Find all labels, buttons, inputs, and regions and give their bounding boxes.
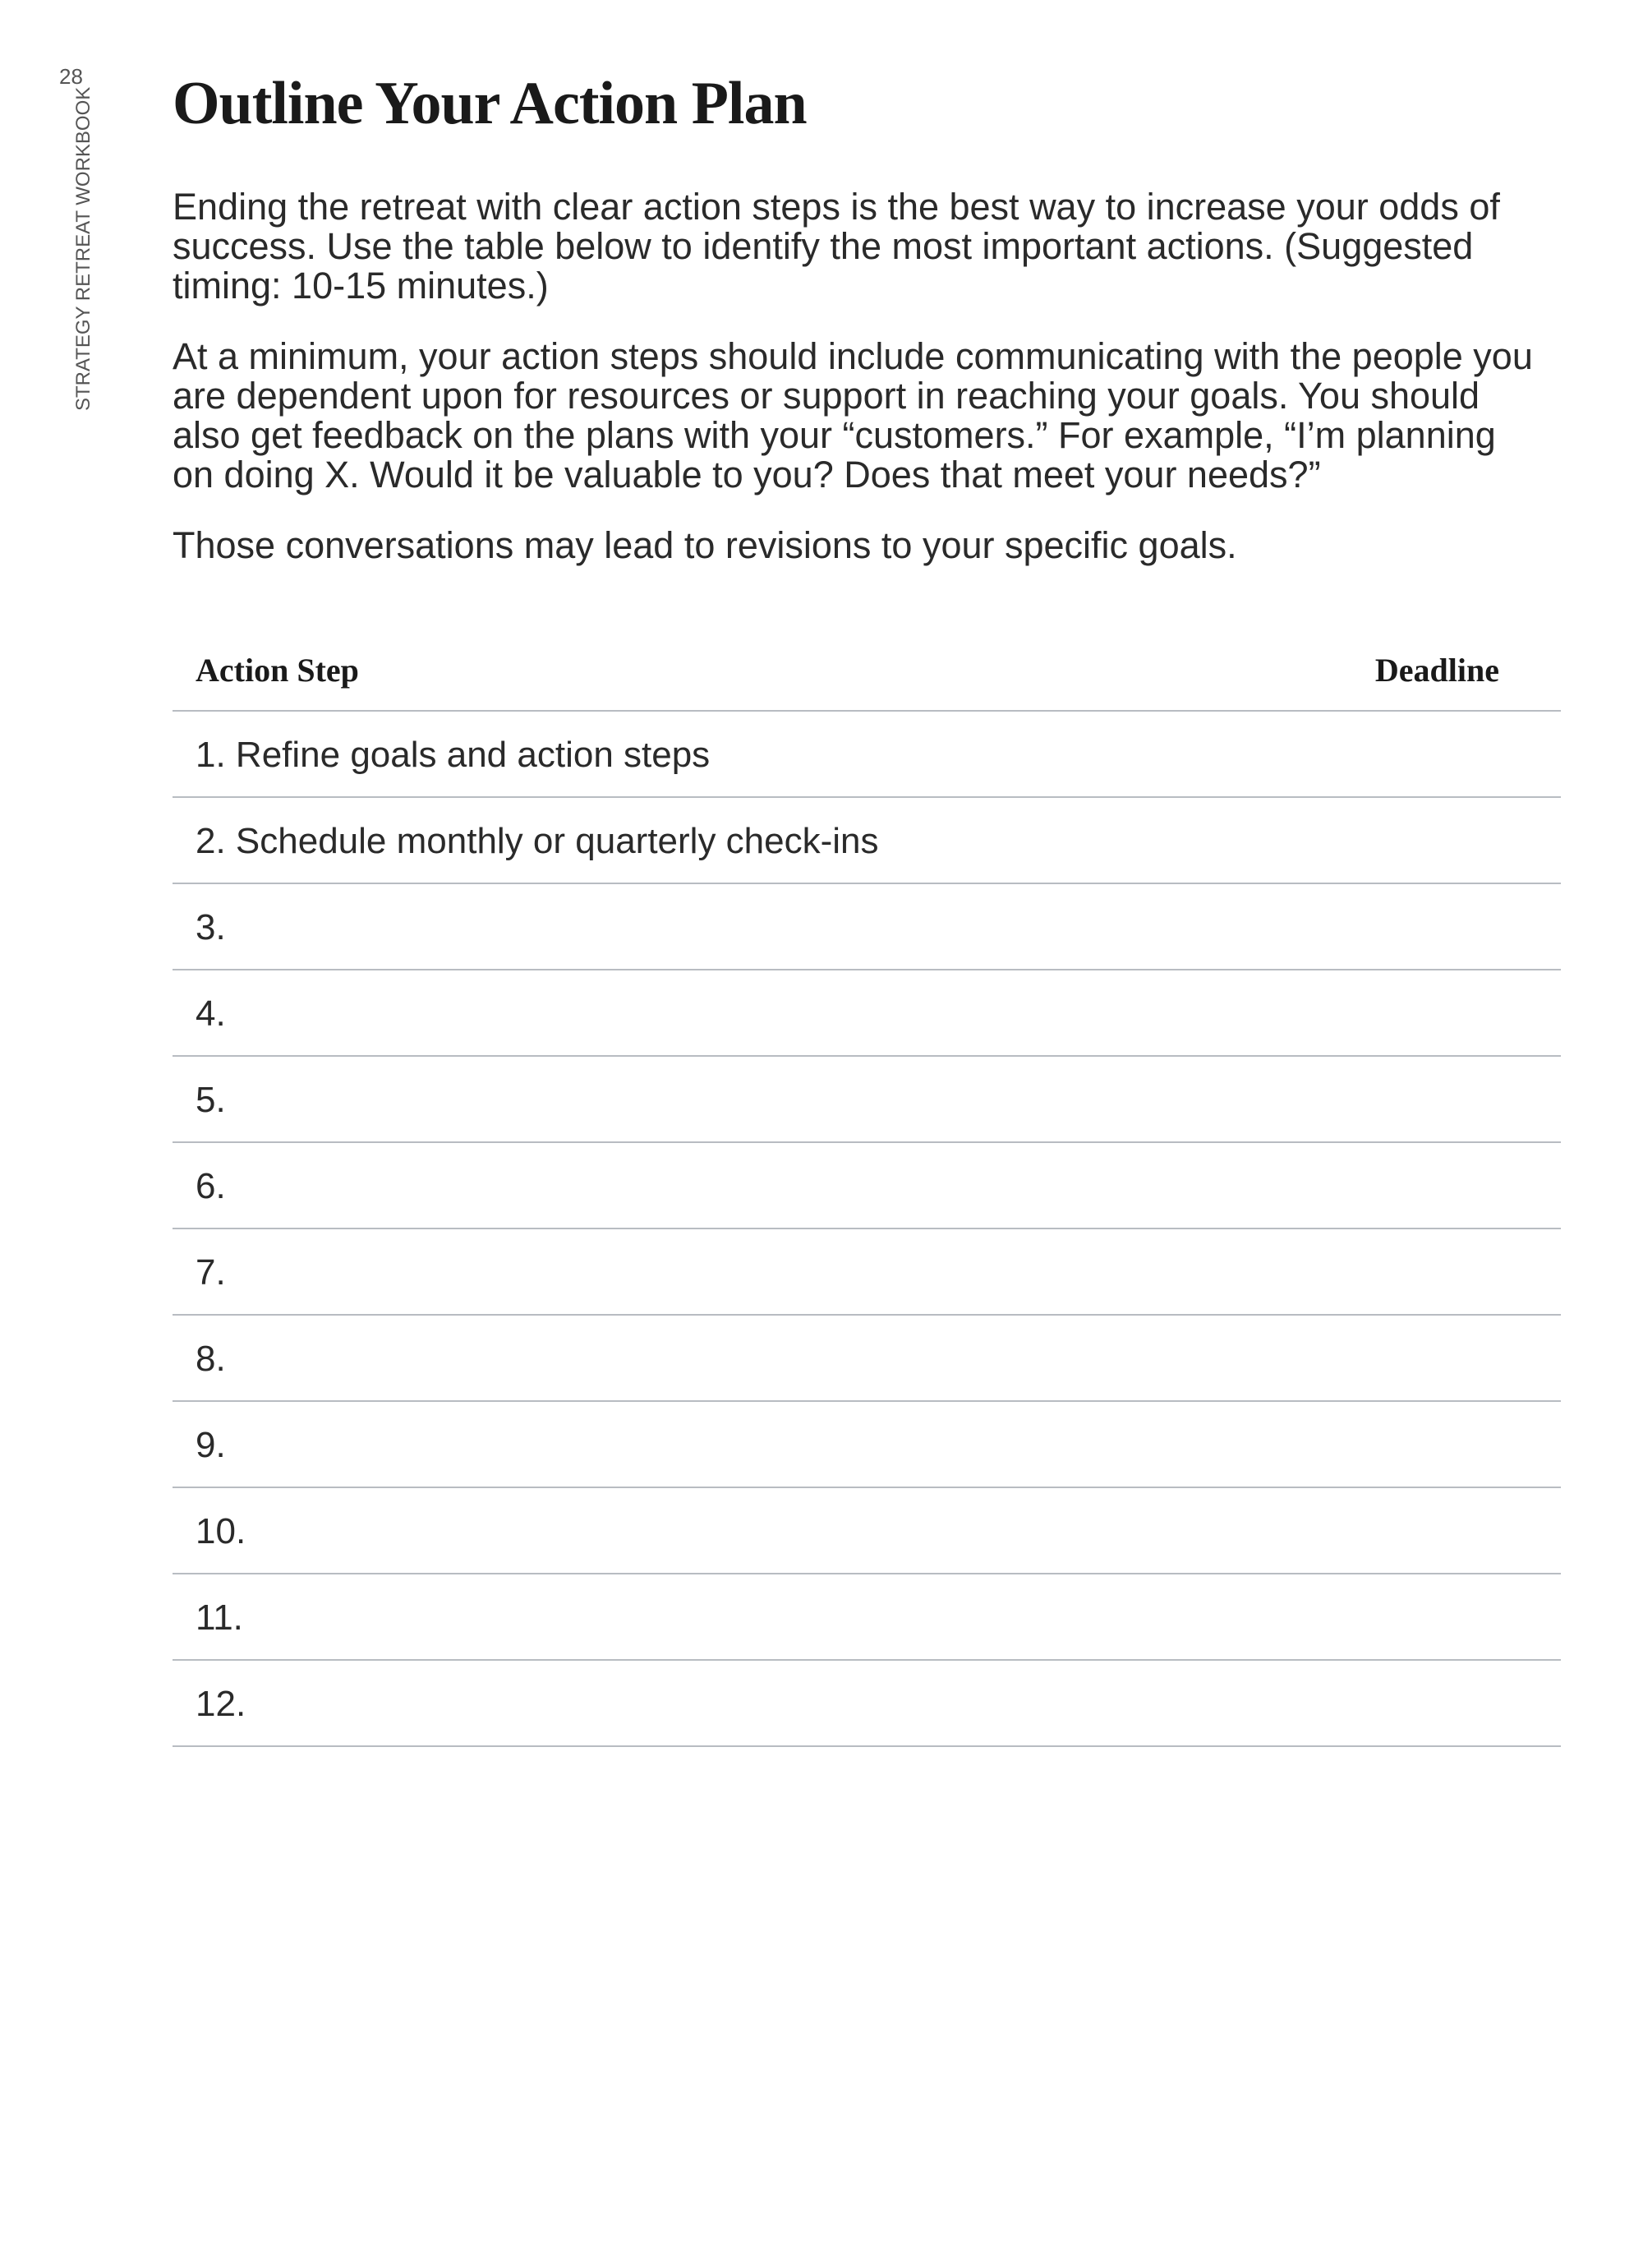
table-row <box>173 884 1561 970</box>
action-plan-table <box>173 633 1561 1747</box>
intro-paragraph: Those conversations may lead to revisions to your specific goals. <box>173 524 1237 566</box>
action-step-cell: 3. <box>196 907 226 947</box>
intro-text <box>173 187 1536 597</box>
table-row <box>173 1402 1561 1488</box>
page-number: 28 <box>59 64 83 89</box>
table-header <box>173 633 1561 712</box>
action-step-cell: 6. <box>196 1166 226 1206</box>
table-row <box>173 970 1561 1057</box>
intro-paragraph: At a minimum, your action steps should include communicating with the people you are dependent upon for resources or support in reaching your goals. You should also get feedback on the plans with your “customers.” For example, “I’m planning on doing X. Would it be valuable to you? Does that meet your needs?” <box>173 335 1533 496</box>
action-step-cell: 2. Schedule monthly or quarterly check-ins <box>196 821 879 861</box>
table-row <box>173 1057 1561 1143</box>
action-step-cell: 5. <box>196 1080 226 1120</box>
table-row <box>173 1661 1561 1747</box>
table-row <box>173 1574 1561 1661</box>
action-step-cell: 1. Refine goals and action steps <box>196 735 711 775</box>
page-title: Outline Your Action Plan <box>173 70 807 137</box>
table-row <box>173 1229 1561 1316</box>
action-step-cell: 11. <box>196 1597 243 1638</box>
action-step-cell: 10. <box>196 1511 246 1551</box>
intro-paragraph: Ending the retreat with clear action steps is the best way to increase your odds of success. Use the table below to identify the most important actions. (Suggested timing: 10-15 minutes.) <box>173 186 1500 307</box>
running-header: STRATEGY RETREAT WORKBOOK <box>72 86 94 411</box>
table-row <box>173 712 1561 798</box>
action-step-cell: 8. <box>196 1339 226 1379</box>
column-header-deadline: Deadline <box>1374 652 1499 689</box>
column-header-action-step: Action Step <box>196 652 359 689</box>
action-step-cell: 12. <box>196 1684 246 1724</box>
action-step-cell: 9. <box>196 1425 226 1465</box>
table-row <box>173 798 1561 884</box>
action-step-cell: 7. <box>196 1252 226 1293</box>
table-row <box>173 1488 1561 1574</box>
action-step-cell: 4. <box>196 993 226 1034</box>
table-row <box>173 1143 1561 1229</box>
table-row <box>173 1316 1561 1402</box>
